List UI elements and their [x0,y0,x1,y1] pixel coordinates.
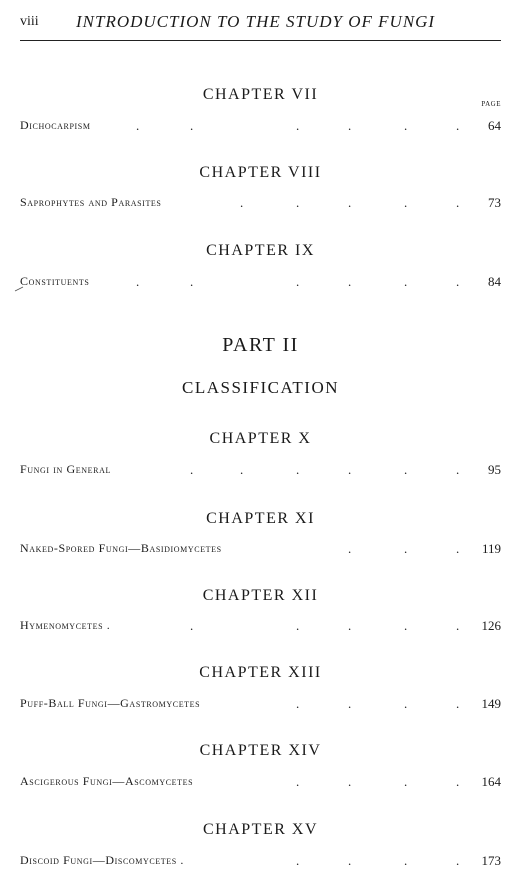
leader-dot: . [296,774,300,789]
page-column-label: PAGE [481,100,501,108]
leader-dot: . [190,274,194,289]
leader-dot: . [240,195,244,210]
leader-dot: . [456,853,460,868]
chapter-heading: CHAPTER XIV [199,742,322,759]
leader-dot: . [404,774,408,789]
entry-title: Hymenomycetes . [20,618,111,632]
entry-page: 149 [481,696,501,711]
leader-dot: . [348,195,352,210]
chapter-heading: CHAPTER X [209,430,312,447]
leader-dot: . [404,853,408,868]
entry-title: Naked-Spored Fungi—Basidiomycetes [20,541,222,555]
leader-dot: . [404,696,408,711]
leader-dot: . [404,118,408,133]
leader-dot: . [348,118,352,133]
entry-page: 126 [481,618,501,633]
entry-title: Constituents [20,274,90,288]
entry-page: 164 [481,774,501,789]
toc-entry [20,696,501,714]
leader-dot: . [190,618,194,633]
leader-dot: . [296,696,300,711]
leader-dot: . [190,462,194,477]
leader-dot: . [348,274,352,289]
toc-entry [20,195,501,213]
entry-page: 173 [481,853,501,868]
entry-page: 84 [488,274,501,289]
toc-entry [20,118,501,136]
leader-dot: . [456,195,460,210]
leader-dot: . [456,774,460,789]
chapter-heading: CHAPTER IX [206,242,315,259]
toc-entry [20,853,501,871]
leader-dot: . [296,195,300,210]
entry-page: 119 [481,541,501,556]
toc-entry [20,618,501,636]
entry-title: Ascigerous Fungi—Ascomycetes [20,774,194,788]
chapter-heading: CHAPTER VII [202,86,319,103]
chapter-heading: CHAPTER XII [202,587,319,604]
entry-title: Discoid Fungi—Discomycetes . [20,853,185,867]
leader-dot: . [456,462,460,477]
chapter-heading: CHAPTER XI [206,510,315,527]
toc-entry [20,774,501,792]
leader-dot: . [456,618,460,633]
entry-page: 73 [488,195,501,210]
leader-dot: . [240,462,244,477]
running-title: INTRODUCTION TO THE STUDY OF FUNGI [76,12,436,31]
running-head [20,10,501,38]
leader-dot: . [456,541,460,556]
part-heading: PART II [222,334,299,356]
leader-dot: . [456,118,460,133]
leader-dot: . [348,696,352,711]
leader-dot: . [404,462,408,477]
leader-dot: . [404,618,408,633]
leader-dot: . [296,118,300,133]
leader-dot: . [348,853,352,868]
leader-dot: . [190,118,194,133]
leader-dot: . [136,118,140,133]
leader-dot: . [456,696,460,711]
leader-dot: . [404,541,408,556]
leader-dot: . [404,195,408,210]
leader-dot: . [348,462,352,477]
page-number: viii [20,14,39,29]
header-rule [20,40,501,41]
entry-title: Dichocarpism [20,118,91,132]
chapter-heading: CHAPTER XIII [199,664,322,681]
chapter-heading: CHAPTER VIII [199,164,322,181]
toc-entry [20,462,501,480]
leader-dot: . [296,853,300,868]
leader-dot: . [296,618,300,633]
part-subtitle: CLASSIFICATION [181,378,340,397]
leader-dot: . [404,274,408,289]
chapter-heading: CHAPTER XV [202,821,318,838]
leader-dot: . [348,774,352,789]
leader-dot: . [348,618,352,633]
leader-dot: . [348,541,352,556]
leader-dot: . [136,274,140,289]
entry-page: 95 [488,462,501,477]
leader-dot: . [296,274,300,289]
entry-title: Puff-Ball Fungi—Gastromycetes [20,696,201,710]
entry-page: 64 [488,118,501,133]
entry-title: Saprophytes and Parasites [20,195,162,209]
leader-dot: . [296,462,300,477]
toc-entry [20,541,501,559]
leader-dot: . [456,274,460,289]
entry-title: Fungi in General [20,462,111,476]
stray-pen-mark [14,286,24,292]
toc-entry [20,274,501,292]
